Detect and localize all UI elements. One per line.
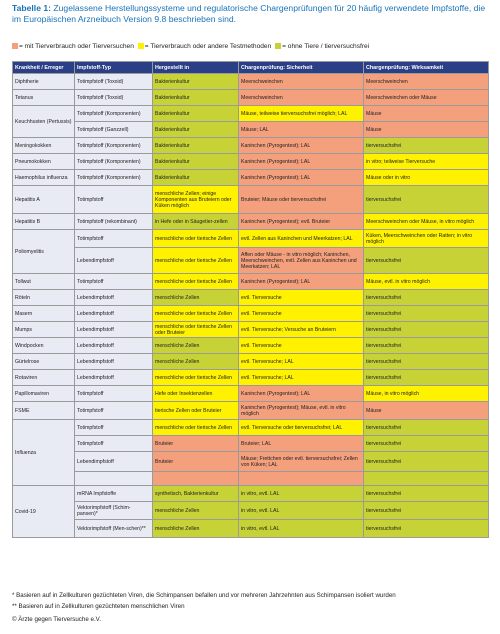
legend-swatch-orange xyxy=(12,43,18,49)
table-row xyxy=(13,486,489,502)
produced-in-cell: menschliche Zellen xyxy=(153,290,239,306)
produced-in-cell: menschliche Zellen; einige Komponenten aus Bruteiern oder Küken möglich xyxy=(153,186,239,214)
vaccine-type-cell: mRNA Impfstoffe xyxy=(75,486,153,502)
produced-in-cell: in Hefe oder in Säugetier-zellen xyxy=(153,214,239,230)
efficacy-test-cell: tierversuchsfrei xyxy=(364,306,489,322)
vaccine-type-cell: Totimpfstoff (Komponenten) xyxy=(75,170,153,186)
safety-test-cell: in vitro, evtl. LAL xyxy=(239,520,364,538)
disease-cell: Windpocken xyxy=(13,338,75,354)
disease-cell: Tollwut xyxy=(13,274,75,290)
disease-cell: Poliomyelitis xyxy=(13,230,75,274)
table-row xyxy=(13,354,489,370)
safety-test-cell: evtl. Tierversuche xyxy=(239,338,364,354)
efficacy-test-cell: tierversuchsfrei xyxy=(364,452,489,472)
disease-cell: Keuchhusten (Pertussis) xyxy=(13,106,75,138)
table-row xyxy=(13,520,489,538)
vaccine-type-cell: Totimpfstoff (rekombinant) xyxy=(75,214,153,230)
produced-in-cell: Bakterienkultur xyxy=(153,74,239,90)
table-row xyxy=(13,106,489,122)
legend-item-mixed xyxy=(138,43,272,50)
produced-in-cell: menschliche Zellen xyxy=(153,520,239,538)
produced-in-cell: Hefe oder Insektenzellen xyxy=(153,386,239,402)
vaccine-type-cell: Totimpfstoff (Komponenten) xyxy=(75,154,153,170)
vaccine-type-cell: Totimpfstoff (Ganzzell) xyxy=(75,122,153,138)
produced-in-cell: menschliche oder tierische Zellen xyxy=(153,420,239,436)
efficacy-test-cell: Mäuse xyxy=(364,402,489,420)
vaccine-type-cell: Totimpfstoff xyxy=(75,420,153,436)
disease-cell: FSME xyxy=(13,402,75,420)
efficacy-test-cell: Meerschweinchen oder Mäuse xyxy=(364,90,489,106)
table-row xyxy=(13,370,489,386)
vaccine-type-cell: Totimpfstoff xyxy=(75,386,153,402)
safety-test-cell: Kaninchen (Pyrogentest); LAL xyxy=(239,274,364,290)
table-row xyxy=(13,472,489,486)
table-row xyxy=(13,170,489,186)
produced-in-cell: Bakterienkultur xyxy=(153,106,239,122)
vaccine-type-cell: Totimpfstoff (Toxoid) xyxy=(75,74,153,90)
produced-in-cell: Bruteier xyxy=(153,452,239,472)
table-row xyxy=(13,306,489,322)
efficacy-test-cell: tierversuchsfrei xyxy=(364,370,489,386)
produced-in-cell: menschliche oder tierische Zellen xyxy=(153,306,239,322)
legend-swatch-yellow xyxy=(138,43,144,49)
efficacy-test-cell: Mäuse oder in vitro xyxy=(364,170,489,186)
safety-test-cell: in vitro, evtl. LAL xyxy=(239,502,364,520)
efficacy-test-cell: in vitro; teilweise Tierversuche xyxy=(364,154,489,170)
disease-cell: Pneumokokken xyxy=(13,154,75,170)
header-vaccine-type: Impfstoff-Typ xyxy=(75,62,153,74)
safety-test-cell: Meerschweinchen xyxy=(239,90,364,106)
efficacy-test-cell: Mäuse xyxy=(364,122,489,138)
efficacy-test-cell: Mäuse, in vitro möglich xyxy=(364,386,489,402)
safety-test-cell: evtl. Tierversuche; LAL xyxy=(239,354,364,370)
table-row xyxy=(13,502,489,520)
legend-label: = ohne Tiere / tierversuchsfrei xyxy=(282,43,370,50)
caption-text: Zugelassene Herstellungssysteme und regulatorische Chargenprüfungen für 20 häufig verwendete Impfstoffe, die im Europäischen Arzneibuch Version 9.8 beschrieben sind. xyxy=(12,3,486,24)
safety-test-cell: Bruteier; Mäuse oder tierversuchsfrei xyxy=(239,186,364,214)
table-row xyxy=(13,122,489,138)
produced-in-cell: menschliche oder tierische Zellen xyxy=(153,230,239,248)
table-row xyxy=(13,186,489,214)
table-row xyxy=(13,248,489,274)
produced-in-cell: menschliche oder tierische Zellen xyxy=(153,248,239,274)
safety-test-cell: evtl. Tierversuche; Versuche an Bruteiern xyxy=(239,322,364,338)
legend-label: = mit Tierverbrauch oder Tierversuchen xyxy=(19,43,134,50)
efficacy-test-cell xyxy=(364,472,489,486)
vaccine-type-cell: Lebendimpfstoff xyxy=(75,248,153,274)
efficacy-test-cell: tierversuchsfrei xyxy=(364,354,489,370)
vaccine-type-cell: Totimpfstoff xyxy=(75,274,153,290)
table-row xyxy=(13,138,489,154)
safety-test-cell: Kaninchen (Pyrogentest); evtl. Bruteier xyxy=(239,214,364,230)
disease-cell: Meningokokken xyxy=(13,138,75,154)
efficacy-test-cell: tierversuchsfrei xyxy=(364,248,489,274)
safety-test-cell: in vitro, evtl. LAL xyxy=(239,486,364,502)
efficacy-test-cell: Meerschweinchen oder Mäuse, in vitro möglich xyxy=(364,214,489,230)
table-row xyxy=(13,402,489,420)
vaccine-table xyxy=(12,61,489,538)
efficacy-test-cell: tierversuchsfrei xyxy=(364,138,489,154)
vaccine-type-cell: Totimpfstoff xyxy=(75,186,153,214)
produced-in-cell: Bruteier xyxy=(153,436,239,452)
produced-in-cell: tierische Zellen oder Bruteier xyxy=(153,402,239,420)
produced-in-cell: menschliche Zellen xyxy=(153,502,239,520)
efficacy-test-cell: tierversuchsfrei xyxy=(364,420,489,436)
disease-cell: Mumps xyxy=(13,322,75,338)
vaccine-type-cell: Totimpfstoff xyxy=(75,402,153,420)
header-produced-in: Hergestellt in xyxy=(153,62,239,74)
safety-test-cell: Affen oder Mäuse - in vitro möglich; Kaninchen, Meerschweinchen, evtl. Zellen aus Kaninchen und Meerkatzen; LAL xyxy=(239,248,364,274)
efficacy-test-cell: Küken, Meerschweinchen oder Ratten; in vitro möglich xyxy=(364,230,489,248)
vaccine-type-cell: Totimpfstoff (Komponenten) xyxy=(75,138,153,154)
produced-in-cell: Bakterienkultur xyxy=(153,138,239,154)
safety-test-cell: evtl. Tierversuche oder tierversuchsfrei; LAL xyxy=(239,420,364,436)
safety-test-cell xyxy=(239,472,364,486)
table-row xyxy=(13,74,489,90)
efficacy-test-cell: tierversuchsfrei xyxy=(364,436,489,452)
produced-in-cell: Bakterienkultur xyxy=(153,154,239,170)
safety-test-cell: Kaninchen (Pyrogentest); LAL xyxy=(239,170,364,186)
table-row xyxy=(13,386,489,402)
safety-test-cell: Kaninchen (Pyrogentest); LAL xyxy=(239,386,364,402)
safety-test-cell: Meerschweinchen xyxy=(239,74,364,90)
efficacy-test-cell: tierversuchsfrei xyxy=(364,338,489,354)
vaccine-type-cell: Totimpfstoff (Toxoid) xyxy=(75,90,153,106)
table-body xyxy=(13,74,489,538)
disease-cell: Masern xyxy=(13,306,75,322)
copyright: © Ärzte gegen Tierversuche e.V. xyxy=(12,616,101,623)
disease-cell: Papillomaviren xyxy=(13,386,75,402)
efficacy-test-cell: Mäuse, evtl. in vitro möglich xyxy=(364,274,489,290)
vaccine-type-cell: Lebendimpfstoff xyxy=(75,306,153,322)
disease-cell: Diphtherie xyxy=(13,74,75,90)
table-caption xyxy=(12,3,492,25)
table-row xyxy=(13,436,489,452)
color-legend xyxy=(12,42,492,51)
produced-in-cell: menschliche oder tierische Zellen xyxy=(153,370,239,386)
header-efficacy-test: Chargenprüfung: Wirksamkeit xyxy=(364,62,489,74)
disease-cell: Rotaviren xyxy=(13,370,75,386)
safety-test-cell: evtl. Tierversuche xyxy=(239,290,364,306)
vaccine-type-cell: Vektorimpfstoff (Men-schen)** xyxy=(75,520,153,538)
vaccine-type-cell: Totimpfstoff xyxy=(75,230,153,248)
table-row xyxy=(13,322,489,338)
disease-cell: Haemophilus influenza xyxy=(13,170,75,186)
efficacy-test-cell: Meerschweinchen xyxy=(364,74,489,90)
efficacy-test-cell: tierversuchsfrei xyxy=(364,322,489,338)
header-safety-test: Chargenprüfung: Sicherheit xyxy=(239,62,364,74)
vaccine-type-cell xyxy=(75,472,153,486)
footnote-1: * Basieren auf in Zellkulturen gezüchteten Viren, die Schimpansen befallen und vor mehreren Jahrzehnten aus Schimpansen isoliert wurden xyxy=(12,592,396,599)
disease-cell: Influenza xyxy=(13,420,75,486)
produced-in-cell: synthetisch, Bakterienkultur xyxy=(153,486,239,502)
vaccine-type-cell: Lebendimpfstoff xyxy=(75,452,153,472)
caption-label: Tabelle 1: xyxy=(12,3,52,13)
efficacy-test-cell: tierversuchsfrei xyxy=(364,486,489,502)
produced-in-cell: Bakterienkultur xyxy=(153,170,239,186)
table-row xyxy=(13,90,489,106)
safety-test-cell: evtl. Tierversuche xyxy=(239,306,364,322)
disease-cell: Tetanus xyxy=(13,90,75,106)
efficacy-test-cell: tierversuchsfrei xyxy=(364,502,489,520)
safety-test-cell: Kaninchen (Pyrogentest); LAL xyxy=(239,154,364,170)
vaccine-type-cell: Totimpfstoff xyxy=(75,436,153,452)
disease-cell: Röteln xyxy=(13,290,75,306)
disease-cell: Covid-19 xyxy=(13,486,75,538)
safety-test-cell: evtl. Tierversuche; LAL xyxy=(239,370,364,386)
produced-in-cell: menschliche oder tierische Zellen xyxy=(153,274,239,290)
legend-item-free xyxy=(275,43,369,50)
table-row xyxy=(13,338,489,354)
vaccine-type-cell: Lebendimpfstoff xyxy=(75,354,153,370)
table-row xyxy=(13,274,489,290)
vaccine-type-cell: Lebendimpfstoff xyxy=(75,370,153,386)
produced-in-cell: Bakterienkultur xyxy=(153,90,239,106)
produced-in-cell: menschliche oder tierische Zellen oder Bruteier xyxy=(153,322,239,338)
safety-test-cell: Bruteier; LAL xyxy=(239,436,364,452)
efficacy-test-cell: tierversuchsfrei xyxy=(364,290,489,306)
disease-cell: Hepatitis A xyxy=(13,186,75,214)
table-row xyxy=(13,290,489,306)
safety-test-cell: Mäuse; LAL xyxy=(239,122,364,138)
safety-test-cell: Mäuse, teilweise tierversuchsfrei möglich; LAL xyxy=(239,106,364,122)
efficacy-test-cell: tierversuchsfrei xyxy=(364,186,489,214)
table-row xyxy=(13,230,489,248)
disease-cell: Gürtelrose xyxy=(13,354,75,370)
disease-cell: Hepatitis B xyxy=(13,214,75,230)
legend-swatch-green xyxy=(275,43,281,49)
produced-in-cell xyxy=(153,472,239,486)
table-row xyxy=(13,154,489,170)
efficacy-test-cell: tierversuchsfrei xyxy=(364,520,489,538)
safety-test-cell: Kaninchen (Pyrogentest); LAL xyxy=(239,138,364,154)
safety-test-cell: evtl. Zellen aus Kaninchen und Meerkatzen; LAL xyxy=(239,230,364,248)
legend-item-animal xyxy=(12,43,134,50)
header-disease: Krankheit / Erreger xyxy=(13,62,75,74)
safety-test-cell: Mäuse; Frettchen oder evtl. tierversuchsfrei; Zellen von Küken; LAL xyxy=(239,452,364,472)
table-row xyxy=(13,452,489,472)
safety-test-cell: Kaninchen (Pyrogentest); Mäuse, evtl. in vitro möglich xyxy=(239,402,364,420)
footnote-2: ** Basieren auf in Zellkulturen gezüchteten menschlichen Viren xyxy=(12,603,185,610)
vaccine-type-cell: Lebendimpfstoff xyxy=(75,338,153,354)
produced-in-cell: menschliche Zellen xyxy=(153,354,239,370)
efficacy-test-cell: Mäuse xyxy=(364,106,489,122)
table-row xyxy=(13,214,489,230)
legend-label: = Tierverbrauch oder andere Testmethoden xyxy=(144,43,272,50)
table-row xyxy=(13,420,489,436)
vaccine-type-cell: Totimpfstoff (Komponenten) xyxy=(75,106,153,122)
vaccine-type-cell: Lebendimpfstoff xyxy=(75,290,153,306)
vaccine-type-cell: Vektorimpfstoff (Schim-pansen)* xyxy=(75,502,153,520)
vaccine-type-cell: Lebendimpfstoff xyxy=(75,322,153,338)
produced-in-cell: menschliche Zellen xyxy=(153,338,239,354)
table-header-row xyxy=(13,62,489,74)
produced-in-cell: Bakterienkultur xyxy=(153,122,239,138)
